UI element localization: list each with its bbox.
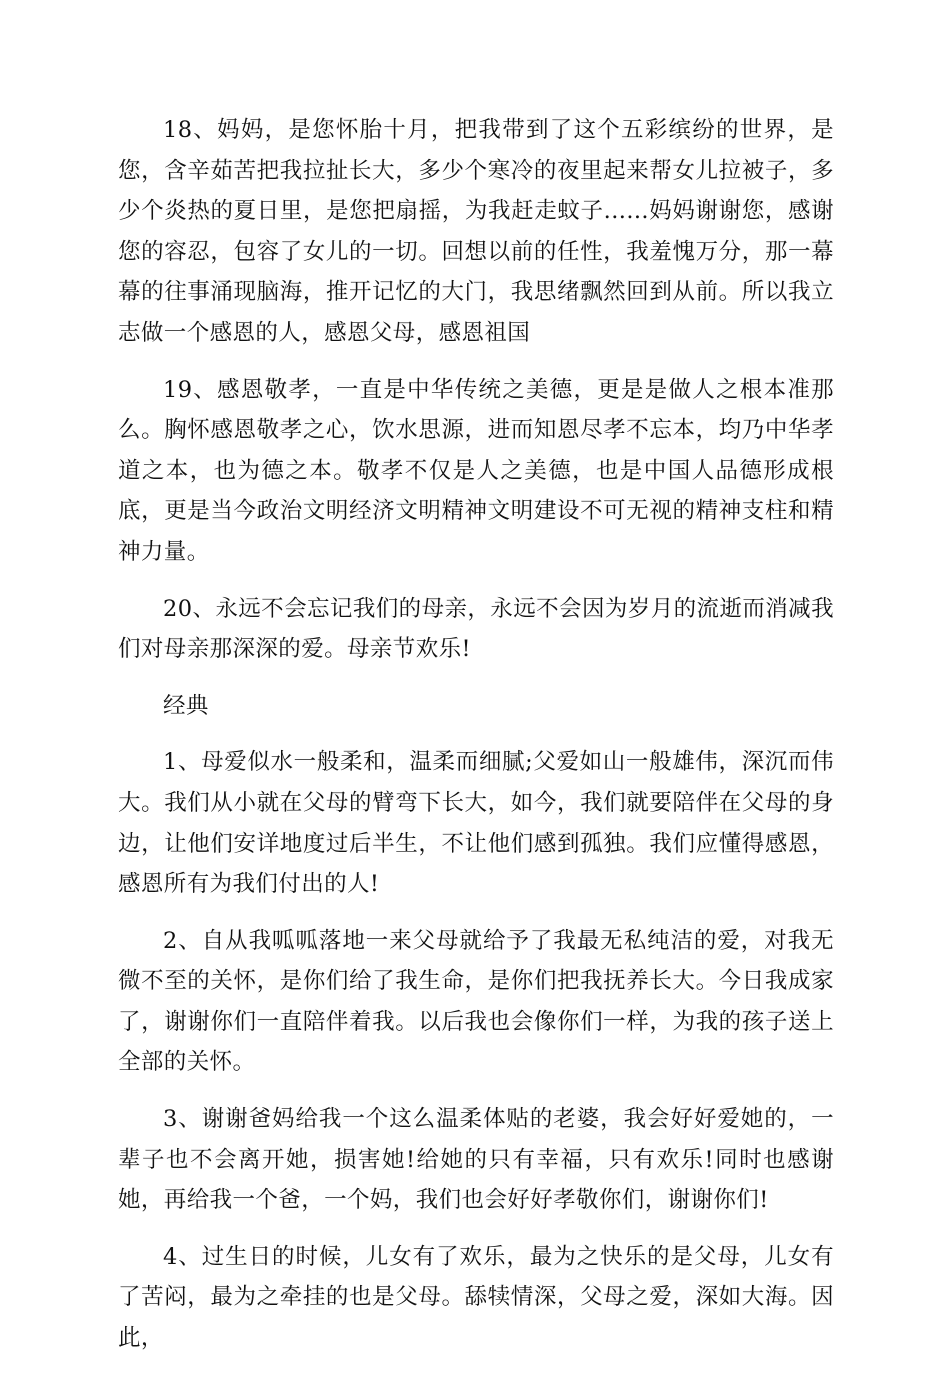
document-body (118, 110, 834, 1375)
paragraph-20: 20、永远不会忘记我们的母亲，永远不会因为岁月的流逝而消减我们对母亲那深深的爱。母亲节欢乐! (118, 595, 834, 663)
paragraph-classic-2: 2、自从我呱呱落地一来父母就给予了我最无私纯洁的爱，对我无微不至的关怀，是你们给了我生命，是你们把我抚养长大。今日我成家了，谢谢你们一直陪伴着我。以后我也会像你们一样，为我的孩子送上全部的关怀。 (118, 927, 834, 1076)
paragraph-classic-3: 3、谢谢爸妈给我一个这么温柔体贴的老婆，我会好好爱她的，一辈子也不会离开她，损害她!给她的只有幸福，只有欢乐!同时也感谢她，再给我一个爸，一个妈，我们也会好好孝敬你们，谢谢你们! (118, 1106, 834, 1214)
paragraph-18: 18、妈妈，是您怀胎十月，把我带到了这个五彩缤纷的世界，是您，含辛茹苦把我拉扯长大，多少个寒冷的夜里起来帮女儿拉被子，多少个炎热的夏日里，是您把扇摇，为我赶走蚊子......妈妈谢谢您，感谢您的容忍，包容了女儿的一切。回想以前的任性，我羞愧万分，那一幕幕的往事涌现脑海，推开记忆的大门，我思绪飘然回到从前。所以我立志做一个感恩的人，感恩父母，感恩祖国 (118, 117, 834, 346)
paragraph-19: 19、感恩敬孝，一直是中华传统之美德，更是是做人之根本准那么。胸怀感恩敬孝之心，饮水思源，进而知恩尽孝不忘本，均乃中华孝道之本，也为德之本。敬孝不仅是人之美德，也是中国人品德形成根底，更是当今政治文明经济文明精神文明建设不可无视的精神支柱和精神力量。 (118, 376, 834, 565)
section-heading: 经典 (163, 692, 209, 719)
paragraph-classic-1: 1、母爱似水一般柔和，温柔而细腻;父爱如山一般雄伟，深沉而伟大。我们从小就在父母的臂弯下长大，如今，我们就要陪伴在父母的身边，让他们安详地度过后半生，不让他们感到孤独。我们应懂得感恩，感恩所有为我们付出的人! (118, 749, 834, 898)
paragraph-classic-4: 4、过生日的时候，儿女有了欢乐，最为之快乐的是父母，儿女有了苦闷，最为之牵挂的也是父母。舔犊情深，父母之爱，深如大海。因此， (118, 1243, 834, 1352)
